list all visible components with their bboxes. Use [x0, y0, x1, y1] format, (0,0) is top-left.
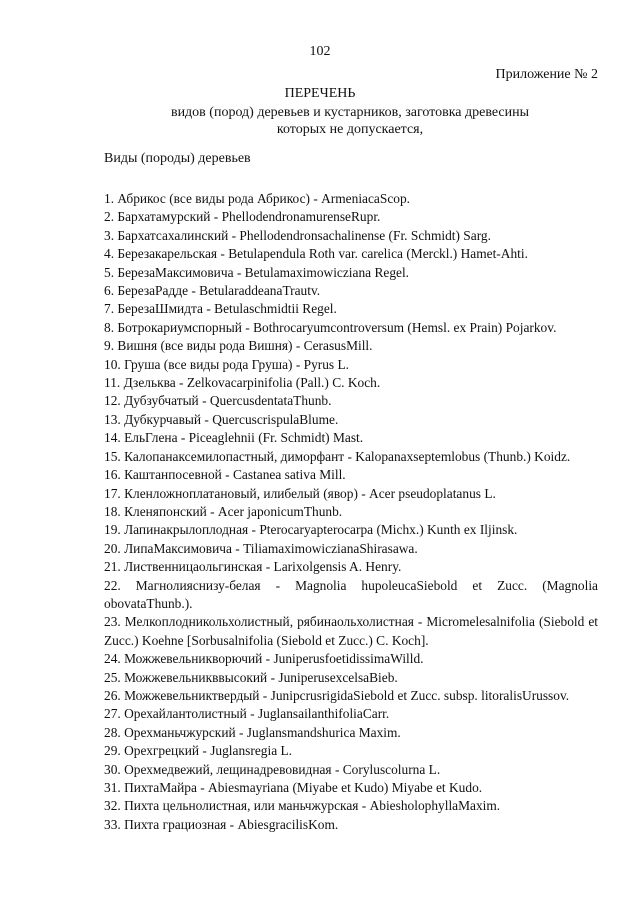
list-item: 3. Бархатсахалинский - Phellodendronsachalinense (Fr. Schmidt) Sarg.: [104, 227, 491, 243]
list-item: 19. Лапинакрылоплодная - Pterocaryapterocarpa (Michx.) Kunth ex Iljinsk.: [104, 522, 518, 538]
list-item: 18. Кленяпонский - Acer japonicumThunb.: [104, 503, 343, 519]
page-number: 102: [309, 44, 331, 59]
list-item: 31. ПихтаМайра - Abiesmayriana (Miyabe et Kudo) Miyabe et Kudo.: [104, 780, 483, 795]
list-item: 9. Вишня (все виды рода Вишня) - CerasusMill.: [104, 338, 373, 354]
list-item: 29. Орехгрецкий - Juglansregia L.: [104, 743, 293, 759]
subtitle-line-2: которых не допускается,: [276, 122, 424, 137]
list-item: 25. Можжевельникввысокий - JuniperusexcelsaBieb.: [104, 669, 398, 685]
list-item: 7. БерезаШмидта - Betulaschmidtii Regel.: [104, 301, 337, 317]
document-title: ПЕРЕЧЕНЬ: [284, 86, 356, 101]
list-item: 12. Дубзубчатый - QuercusdentataThunb.: [104, 393, 332, 409]
subtitle-line-1: видов (пород) деревьев и кустарников, заготовка древесины: [170, 105, 530, 120]
list-item: 17. Кленложноплатановый, илибелый (явор) - Acer pseudoplatanus L.: [104, 485, 496, 501]
list-item: 5. БерезаМаксимовича - Betulamaximowicziana Regel.: [104, 264, 410, 280]
list-item: 24. Можжевельникворючий - JuniperusfoetidissimaWilld.: [104, 651, 424, 667]
list-item: 21. Лиственницаольгинская - Larixolgensis A. Henry.: [104, 559, 402, 575]
document-subtitle: [0, 104, 640, 138]
list-item: 4. Березакарельская - Betulapendula Roth var. carelica (Merckl.) Hamet-Ahti.: [104, 246, 528, 262]
list-item: 28. Орехманьчжурский - Juglansmandshurica Maxim.: [104, 724, 401, 740]
list-item: 23. Мелкоплодникольхолистный, рябинаольхолистная - Micromelesalnifolia (Siebold et Zucc.) Koehne [Sorbusalnifolia (Siebold et Zucc.) C. Koch].: [104, 614, 598, 648]
list-item: 13. Дубкурчавый - QuercuscrispulaBlume.: [104, 411, 339, 427]
list-item: 14. ЕльГлена - Piceaglehnii (Fr. Schmidt) Mast.: [104, 430, 364, 446]
list-item: 10. Груша (все виды рода Груша) - Pyrus L.: [104, 356, 350, 372]
list-item: 30. Орехмедвежий, лещинадревовидная - Coryluscolurna L.: [104, 761, 441, 777]
list-item: 16. Каштанпосевной - Castanea sativa Mill.: [104, 467, 346, 483]
species-list: [104, 190, 598, 834]
list-item: 33. Пихта грациозная - AbiesgracilisKom.: [104, 816, 339, 832]
list-item: 32. Пихта цельнолистная, или маньчжурская - AbiesholophyllaMaxim.: [104, 798, 501, 814]
list-item: 27. Орехайлантолистный - JuglansailanthifoliaCarr.: [104, 706, 390, 722]
list-item: 20. ЛипаМаксимовича - TiliamaximowiczianaShirasawa.: [104, 540, 418, 556]
list-item: 11. Дзельква - Zelkovacarpinifolia (Pall.) C. Koch.: [104, 375, 381, 391]
list-item: 6. БерезаРадде - BetularaddeanaTrautv.: [104, 283, 321, 299]
section-heading: Виды (породы) деревьев: [104, 151, 251, 166]
list-item: 2. Бархатамурский - PhellodendronamurenseRupr.: [104, 209, 381, 225]
list-item: 15. Калопанаксемилопастный, диморфант - Kalopanaxseptemlobus (Thunb.) Koidz.: [104, 448, 571, 464]
list-item: 22. Магнолияснизу-белая - Magnolia hupoleucaSiebold et Zucc. (Magnolia obovataThunb.).: [104, 577, 598, 611]
list-item: 1. Абрикос (все виды рода Абрикос) - ArmeniacaScop.: [104, 191, 410, 206]
list-item: 26. Можжевельниктвердый - JunipcrusrigidaSiebold et Zucc. subsp. litoralisUrussov.: [104, 687, 570, 703]
list-item: 8. Ботрокариумспорный - Bothrocaryumcontroversum (Hemsl. ex Prain) Pojarkov.: [104, 319, 557, 335]
appendix-label: Приложение № 2: [495, 67, 598, 82]
